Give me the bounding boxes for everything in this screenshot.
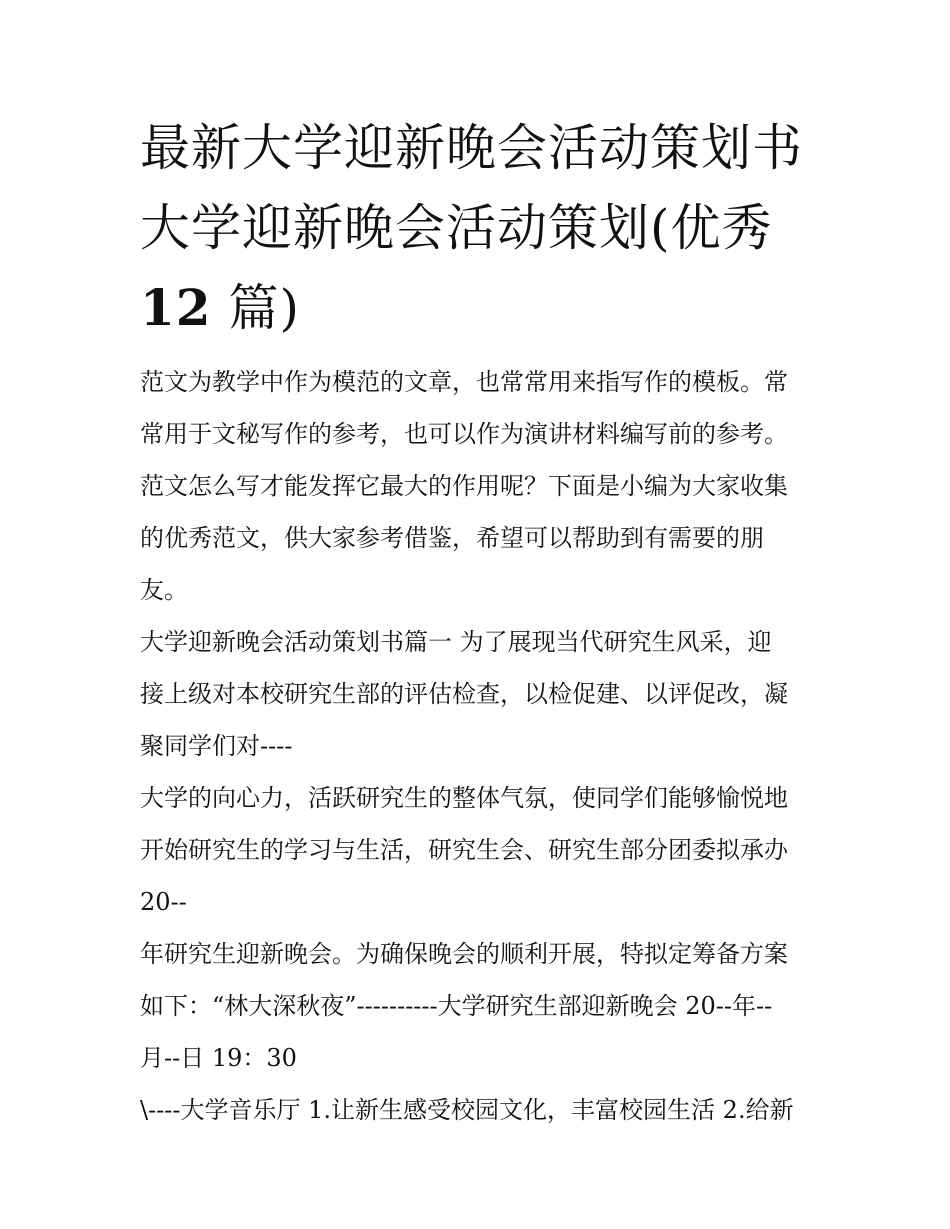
title-line-2: 大学迎新晚会活动策划(优秀 — [140, 199, 773, 257]
body-line: 开始研究生的学习与生活，研究生会、研究生部分团委拟承办 — [140, 836, 788, 864]
body-line: 大学的向心力，活跃研究生的整体气氛，使同学们能够愉悦地 — [140, 784, 788, 812]
body-line: 接上级对本校研究生部的评估检查，以检促建、以评促改，凝 — [140, 680, 788, 708]
title-line-3 — [140, 268, 820, 348]
body-line: 月--日 19：30 — [140, 1044, 297, 1072]
body-line: 大学迎新晚会活动策划书篇一 为了展现当代研究生风采，迎 — [140, 628, 772, 656]
body-line: 友。 — [140, 576, 188, 604]
body-line: 的优秀范文，供大家参考借鉴，希望可以帮助到有需要的朋 — [140, 524, 764, 552]
body-line: 范文怎么写才能发挥它最大的作用呢？下面是小编为大家收集 — [140, 472, 788, 500]
title-number: 12 — [140, 278, 212, 337]
body-line: 年研究生迎新晚会。为确保晚会的顺利开展，特拟定筹备方案 — [140, 940, 788, 968]
body-line: 20-- — [140, 888, 187, 916]
body-line: 范文为教学中作为模范的文章，也常常用来指写作的模板。常 — [140, 368, 788, 396]
body-line: 常用于文秘写作的参考，也可以作为演讲材料编写前的参考。 — [140, 420, 788, 448]
document-title — [140, 108, 820, 348]
document-body — [140, 356, 820, 1136]
body-line: 聚同学们对---- — [140, 732, 293, 760]
body-line: 如下：“林大深秋夜”----------大学研究生部迎新晚会 20--年-- — [140, 992, 773, 1020]
title-line-3-text: 篇) — [228, 279, 301, 337]
title-line-1: 最新大学迎新晚会活动策划书 — [140, 119, 803, 177]
body-line: \----大学音乐厅 1.让新生感受校园文化，丰富校园生活 2.给新 — [140, 1096, 794, 1124]
